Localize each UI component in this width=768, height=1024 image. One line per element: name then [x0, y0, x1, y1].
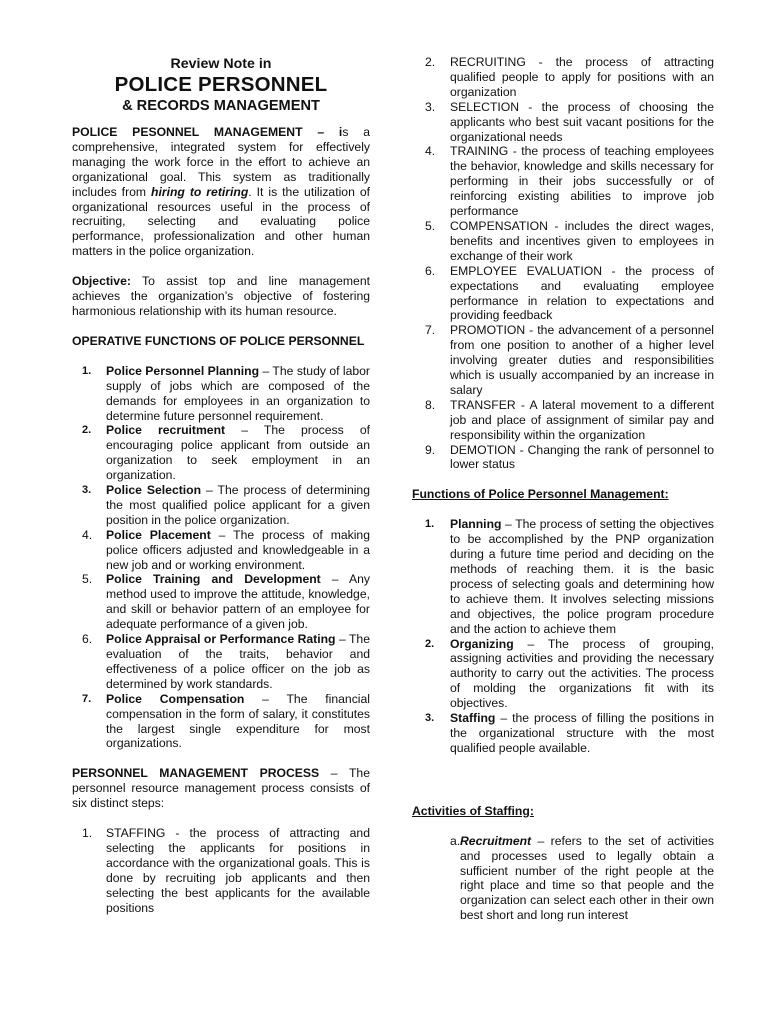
- list-item-number: 2.: [425, 55, 436, 69]
- list-item-number: 5.: [425, 218, 436, 233]
- operative-function-item: [72, 572, 370, 632]
- process-paragraph: [72, 766, 370, 811]
- objective-text: To assist top and line management achieves the organization’s objective of fostering harmonious relationship with its human resource.: [72, 274, 370, 318]
- list-item-title: Police Selection: [106, 483, 202, 498]
- process-step-item: [412, 100, 714, 145]
- list-item-number: 3.: [425, 712, 435, 725]
- process-step-item: [412, 264, 714, 324]
- list-item-text: – The financial compensation in the form of salary, it constitutes the largest single expenditure for most organizations.: [106, 691, 370, 751]
- process-step-item: [412, 219, 714, 264]
- list-item-number: 2.: [425, 637, 435, 650]
- process-step-item: [412, 144, 714, 219]
- operative-function-item: [72, 423, 370, 483]
- list-item-text: – The process of making police officers adjusted and knowledgeable in a new job and or working environment.: [106, 527, 370, 572]
- process-steps-list-right: [412, 55, 714, 472]
- operative-function-item: [72, 483, 370, 528]
- list-item-text: TRAINING - the process of teaching employees the behavior, knowledge and skills necessary for performing in their jobs successfully or of reinforcing existing abilities to improve job performance: [450, 144, 714, 219]
- list-item-text: – The process of determining the most qualified police applicant for a given position in the police organization.: [106, 483, 370, 527]
- process-text: – The personnel resource management process consists of six distinct steps:: [72, 766, 370, 811]
- list-item-number: 6.: [82, 632, 93, 647]
- list-item-title: Staffing: [450, 711, 496, 726]
- list-item-text: COMPENSATION - includes the direct wages, benefits and incentives given to employees in exchange of their work: [450, 218, 714, 263]
- left-column: [72, 52, 370, 916]
- process-term: PERSONNEL MANAGEMENT PROCESS: [72, 766, 320, 781]
- list-item-title: Planning: [450, 517, 502, 532]
- list-item-text: EMPLOYEE EVALUATION - the process of expectations and evaluating employee performance in relation to expectations and providing feedback: [450, 263, 714, 323]
- list-item-number: 8.: [425, 397, 436, 412]
- list-item-text: DEMOTION - Changing the rank of personnel to lower status: [450, 442, 714, 472]
- operative-function-item: [72, 632, 370, 692]
- list-item-text: – The process of encouraging police applicant from outside an organization to seek employment in an organization.: [106, 423, 370, 483]
- intro-text-b: . It is the utilization of organizational resources useful in the process of recruiting, selecting and evaluating police performance, professionalization and other human matters in the police organization.: [72, 184, 370, 259]
- list-item-text: – The evaluation of the traits, behavior and effectiveness of a police officer on the job as determined by work standards.: [106, 632, 370, 691]
- objective-paragraph: [72, 274, 370, 319]
- process-step-item: [412, 398, 714, 443]
- process-step-item: [412, 55, 714, 100]
- list-item-number: 1.: [82, 364, 92, 377]
- list-item-number: 1.: [425, 518, 435, 531]
- staffing-activity-item: [412, 834, 714, 923]
- list-item-number: 7.: [425, 323, 436, 338]
- functions-list: [412, 517, 714, 756]
- right-column: [412, 55, 714, 923]
- operative-heading: OPERATIVE FUNCTIONS OF POLICE PERSONNEL: [72, 333, 365, 348]
- list-item-number: 1.: [82, 826, 93, 841]
- intro-term: POLICE PESONNEL MANAGEMENT – i: [72, 125, 343, 139]
- operative-functions-list: [72, 364, 370, 752]
- list-item-text: – Any method used to improve the attitude, knowledge, and skill or behavior pattern of an employee for adequate performance of a given job.: [106, 572, 370, 632]
- list-item-number: 3.: [82, 484, 92, 497]
- list-item-text: – The study of labor supply of jobs which are composed of the demands for employees in an organization to determine future personnel requirement.: [106, 363, 370, 423]
- list-item-title: Police Training and Development: [106, 572, 321, 587]
- list-item-number: 2.: [82, 424, 92, 437]
- list-item-number: 5.: [82, 572, 93, 587]
- objective-label: Objective:: [72, 274, 131, 289]
- process-step-item: [412, 323, 714, 398]
- list-item-text: – The process of setting the objectives to be accomplished by the PNP organization during a future time period and deciding on the methods of reaching them. it is the basic process of selecting goals and determining how to achieve them. It involves selecting missions and objectives, the police program procedure and the action to achieve them: [450, 517, 714, 636]
- doc-title-main: POLICE PERSONNEL: [114, 73, 328, 96]
- list-item-text: – The process of grouping, assigning activities and providing the necessary authority to carry out the activities. The process of molding the organizations fit with its objectives.: [450, 636, 714, 711]
- intro-paragraph: [72, 125, 370, 259]
- process-step-item: [72, 826, 370, 915]
- function-item: [412, 517, 714, 636]
- list-item-number: 3.: [425, 99, 436, 114]
- list-item-title: Police recruitment: [106, 423, 226, 438]
- operative-function-item: [72, 364, 370, 424]
- list-item-title: Police Personnel Planning: [106, 363, 260, 378]
- doc-title-line1: Review Note in: [170, 56, 272, 72]
- process-steps-list-left: [72, 826, 370, 915]
- list-item-text: PROMOTION - the advancement of a personnel from one position to another of a higher level involving greater duties and responsibilities which is usually accompanied by an increase in salary: [450, 323, 714, 397]
- list-item-title: Police Placement: [106, 527, 211, 542]
- list-item-number: 9.: [425, 442, 436, 457]
- intro-emphasis: hiring to retiring: [151, 184, 249, 199]
- doc-title-sub: & RECORDS MANAGEMENT: [122, 98, 320, 114]
- process-step-item: [412, 443, 714, 473]
- list-item-number: 4.: [425, 144, 436, 159]
- list-item-number: 7.: [82, 692, 92, 705]
- list-item-title: Police Compensation: [106, 691, 245, 706]
- list-item-text: STAFFING - the process of attracting and selecting the applicants for positions in accordance with the organizational goals. This is done by recruiting job applicants and then selecting the best applicants for the available positions: [106, 826, 370, 915]
- staffing-activity-text: – refers to the set of activities and processes used to legally obtain a sufficient number of the right people at the right place and time so that people and the organization can select each other in their own best short and long run interest: [460, 833, 714, 923]
- function-item: [412, 637, 714, 712]
- operative-function-item: [72, 692, 370, 752]
- list-item-title: Police Appraisal or Performance Rating: [106, 632, 336, 647]
- staffing-activities-heading: Activities of Staffing:: [412, 803, 534, 818]
- list-item-text: TRANSFER - A lateral movement to a different job and place of assignment of similar pay and responsibility within the organization: [450, 397, 714, 442]
- list-item-number: 4.: [82, 527, 93, 542]
- operative-function-item: [72, 528, 370, 573]
- staffing-activity-title: Recruitment: [460, 833, 532, 848]
- intro-text-a: s a comprehensive, integrated system for effectively managing the work force in the effort to achieve an organizational goal. This system as traditionally includes from: [72, 125, 370, 199]
- list-item-number: 6.: [425, 263, 436, 278]
- function-item: [412, 711, 714, 756]
- list-item-text: – the process of filling the positions in the organizational structure with the most qualified people available.: [450, 711, 714, 755]
- staffing-activity-prefix: a.: [450, 833, 461, 848]
- functions-heading: Functions of Police Personnel Management:: [412, 487, 669, 502]
- list-item-text: RECRUITING - the process of attracting qualified people to apply for positions with an organization: [450, 55, 714, 99]
- list-item-title: Organizing: [450, 636, 514, 651]
- list-item-text: SELECTION - the process of choosing the applicants who best suit vacant positions for the organizational needs: [450, 99, 714, 144]
